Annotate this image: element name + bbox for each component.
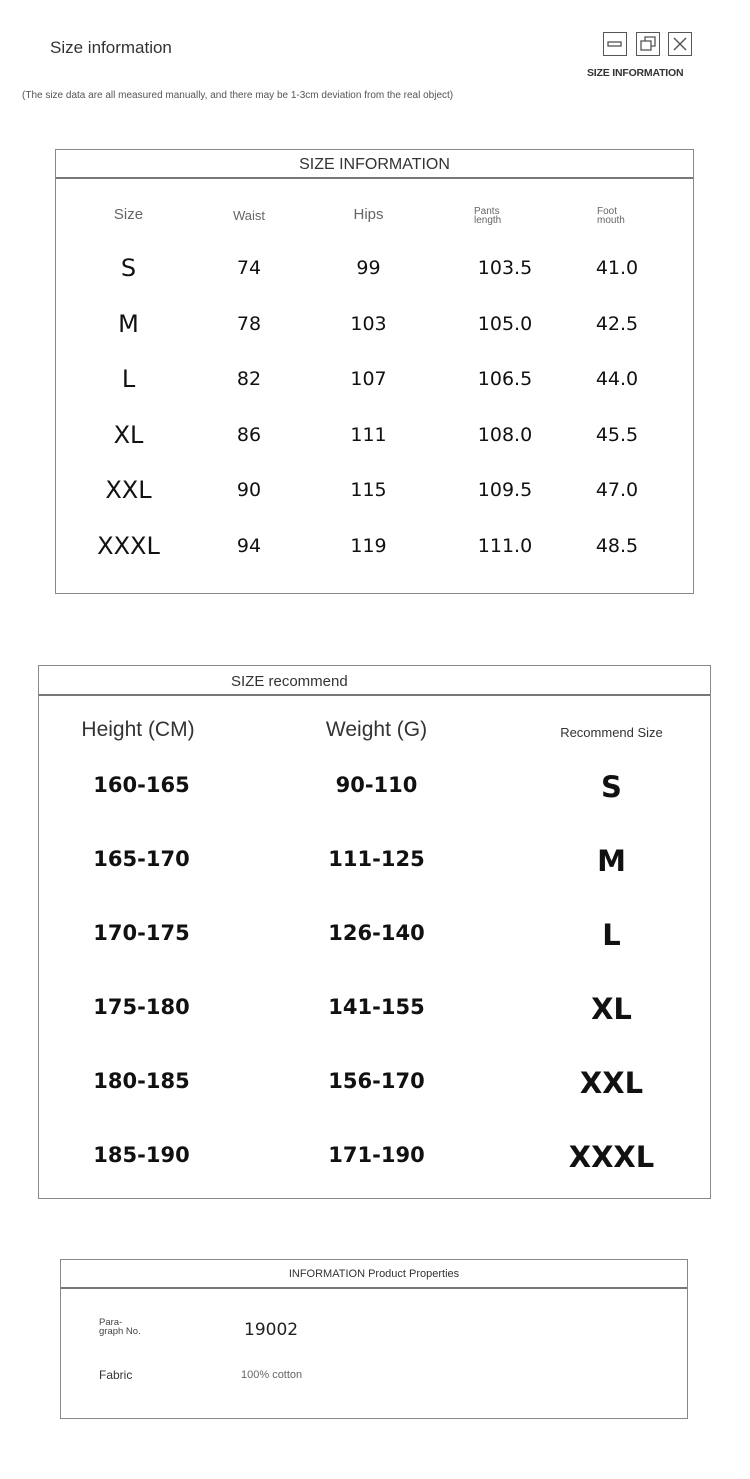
- size-value-cell: 119: [350, 535, 387, 557]
- header-weight: Weight (G): [325, 718, 428, 741]
- size-label-cell: XXL: [105, 476, 152, 505]
- recommend-size-cell: XXL: [579, 1066, 644, 1100]
- header-pants-line-2: length: [474, 215, 502, 226]
- header-size: Size: [113, 206, 144, 223]
- height-range-cell: 170-175: [93, 921, 190, 945]
- header-height: Height (CM): [81, 718, 195, 741]
- page-title: Size information: [50, 38, 172, 57]
- size-value-cell: 47.0: [595, 479, 639, 502]
- size-value-cell: 106.5: [477, 368, 533, 391]
- size-value-cell: 78: [236, 312, 262, 335]
- minimize-icon: [603, 32, 627, 56]
- weight-range-cell: 126-140: [328, 921, 425, 945]
- weight-range-cell: 141-155: [328, 995, 425, 1019]
- size-value-cell: 48.5: [595, 535, 639, 557]
- height-range-cell: 165-170: [93, 847, 190, 871]
- size-value-cell: 94: [236, 535, 262, 557]
- size-value-cell: 44.0: [595, 368, 639, 391]
- header-foot-line-1: Foot: [597, 206, 618, 217]
- size-value-cell: 86: [236, 423, 262, 446]
- header-foot-line-2: mouth: [597, 215, 625, 226]
- size-value-cell: 115: [350, 479, 387, 502]
- property-value-fabric: 100% cotton: [241, 1369, 303, 1381]
- height-range-cell: 180-185: [93, 1069, 190, 1093]
- window-caption: SIZE INFORMATION: [587, 67, 684, 79]
- window-controls: [603, 32, 695, 58]
- size-value-cell: 90: [236, 479, 262, 502]
- size-label-cell: M: [118, 309, 139, 338]
- size-value-cell: 99: [356, 257, 381, 279]
- recommend-size-cell: XXXL: [568, 1140, 655, 1174]
- size-value-cell: 45.5: [595, 423, 639, 446]
- size-value-cell: 41.0: [595, 257, 639, 279]
- size-value-cell: 111.0: [477, 535, 533, 557]
- header-waist: Waist: [232, 208, 266, 223]
- size-label-cell: S: [120, 254, 137, 282]
- size-value-cell: 108.0: [477, 423, 533, 446]
- size-label-cell: XXXL: [97, 532, 160, 560]
- size-value-cell: 74: [236, 257, 262, 279]
- size-value-cell: 42.5: [595, 312, 639, 335]
- size-value-cell: 109.5: [477, 479, 533, 502]
- height-range-cell: 185-190: [93, 1143, 190, 1167]
- size-value-cell: 111: [350, 423, 387, 446]
- height-range-cell: 175-180: [93, 995, 190, 1019]
- recommend-table-title: SIZE recommend: [39, 666, 710, 696]
- size-recommend-table: [38, 665, 711, 1199]
- weight-range-cell: 171-190: [328, 1143, 425, 1167]
- close-icon: [668, 32, 692, 56]
- size-label-cell: L: [121, 365, 136, 394]
- product-properties: [60, 1259, 688, 1419]
- recommend-size-cell: XL: [591, 992, 632, 1026]
- size-information-table: [55, 149, 694, 594]
- measurement-note: (The size data are all measured manually, and there may be 1-3cm deviation from the real object): [22, 90, 454, 101]
- weight-range-cell: 90-110: [335, 773, 418, 797]
- weight-range-cell: 156-170: [328, 1069, 425, 1093]
- recommend-size-cell: S: [601, 770, 622, 804]
- size-label-cell: XL: [113, 420, 144, 449]
- restore-icon: [636, 32, 660, 56]
- header-pants-length: [474, 207, 524, 225]
- property-value-paragraph: 19002: [244, 1320, 299, 1340]
- recommend-size-cell: M: [597, 844, 626, 878]
- property-label-line-2: graph No.: [99, 1326, 141, 1337]
- size-value-cell: 107: [350, 368, 387, 391]
- header-pants-line-1: Pants: [474, 206, 500, 217]
- properties-title: INFORMATION Product Properties: [61, 1260, 687, 1289]
- header-foot-mouth: [597, 207, 647, 225]
- header-recommend-size: Recommend Size: [560, 725, 663, 740]
- recommend-size-cell: L: [602, 918, 621, 952]
- size-value-cell: 103.5: [477, 257, 533, 279]
- height-range-cell: 160-165: [93, 773, 190, 797]
- property-label-line-1: Para-: [99, 1317, 123, 1328]
- property-label-paragraph: [99, 1318, 141, 1336]
- size-table-title: SIZE INFORMATION: [56, 150, 693, 179]
- size-value-cell: 105.0: [477, 312, 533, 335]
- header-hips: Hips: [353, 206, 384, 223]
- size-value-cell: 103: [350, 312, 387, 335]
- weight-range-cell: 111-125: [328, 847, 425, 871]
- property-label-fabric: Fabric: [99, 1368, 133, 1382]
- size-value-cell: 82: [236, 368, 262, 391]
